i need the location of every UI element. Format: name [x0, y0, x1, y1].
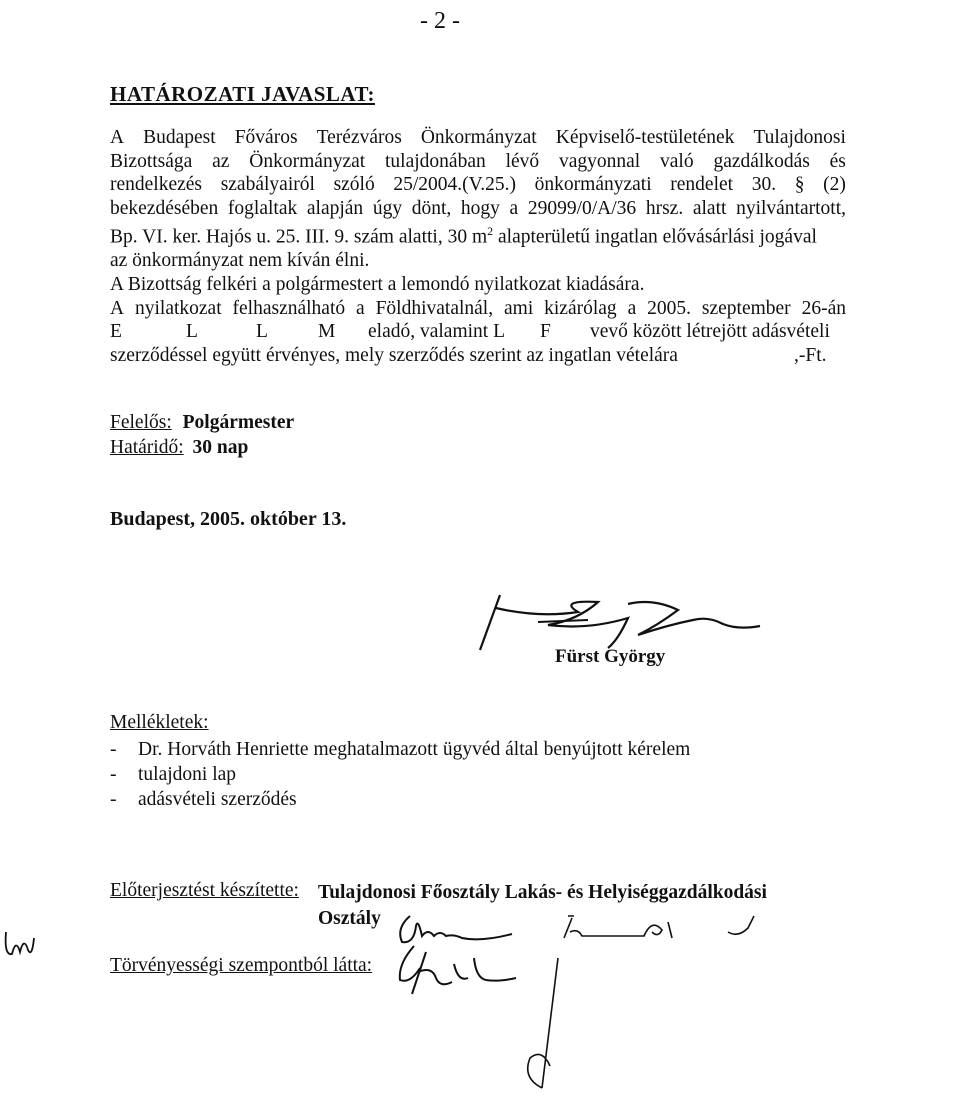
document-title: HATÁROZATI JAVASLAT:: [110, 82, 375, 106]
preparer-signature-2: [548, 908, 768, 948]
signatory-name: Fürst György: [555, 646, 666, 667]
place-date: Budapest, 2005. október 13.: [110, 508, 347, 530]
body-line-1: A Budapest Főváros Terézváros Önkormányzat Képviselő-testületének Tulajdonosi: [110, 127, 846, 148]
legal-signature: [392, 938, 572, 1098]
legal-check-label: Törvényességi szempontból látta:: [110, 955, 373, 976]
attachments-list: [110, 737, 690, 812]
body-line-5: Bp. VI. ker. Hajós u. 25. III. 9. szám alatti, 30 $m^2$ alapterületű ingatlan elővásárlási jogával: [110, 224, 817, 248]
deadline-label: Határidő:: [110, 437, 184, 458]
body-line-8: A nyilatkozat felhasználható a Földhivatalnál, ami kizárólag a 2005. szeptember 26-án: [110, 297, 846, 319]
attachment-item: - adásvételi szerződés: [110, 789, 297, 810]
body-line-4: bekezdésében foglaltak alapján úgy dönt, hogy a 29099/0/A/36 hrsz. alatt nyilvántartott,: [110, 197, 846, 219]
initials-margin: [2, 928, 36, 962]
prepared-by-label: Előterjesztést készítette:: [110, 880, 299, 901]
body-line-7: A Bizottság felkéri a polgármestert a lemondó nyilatkozat kiadására.: [110, 274, 645, 296]
attachment-item: - tulajdoni lap: [110, 764, 237, 785]
attachments-title: Mellékletek:: [110, 712, 209, 733]
responsible-value: Polgármester: [182, 412, 295, 433]
page-number: - 2 -: [420, 8, 460, 34]
attachment-item: - Dr. Horváth Henriette meghatalmazott ügyvéd által benyújtott kérelem: [110, 739, 691, 760]
responsible-label: Felelős:: [110, 412, 172, 433]
body-line-9: E L L M eladó, valamint L F vevő között létrejött adásvételi: [110, 321, 830, 343]
body-line-3: rendelkezés szabályairól szóló 25/2004.(V.25.) önkormányzati rendelet 30. § (2): [110, 174, 846, 196]
prepared-by-value: Tulajdonosi Főosztály Lakás- és Helyiséggazdálkodási Osztály: [318, 882, 767, 929]
responsible-row: [110, 412, 294, 434]
body-line-10: szerződéssel együtt érvényes, mely szerződés szerint az ingatlan vételára ,-Ft.: [110, 345, 827, 367]
resolution-text: [110, 126, 846, 368]
deadline-row: [110, 437, 248, 459]
deadline-value: 30 nap: [192, 437, 249, 458]
body-line-2: Bizottsága az Önkormányzat tulajdonában lévő vagyonnal való gazdálkodás és: [110, 150, 846, 172]
body-line-6: az önkormányzat nem kíván élni.: [110, 250, 370, 272]
